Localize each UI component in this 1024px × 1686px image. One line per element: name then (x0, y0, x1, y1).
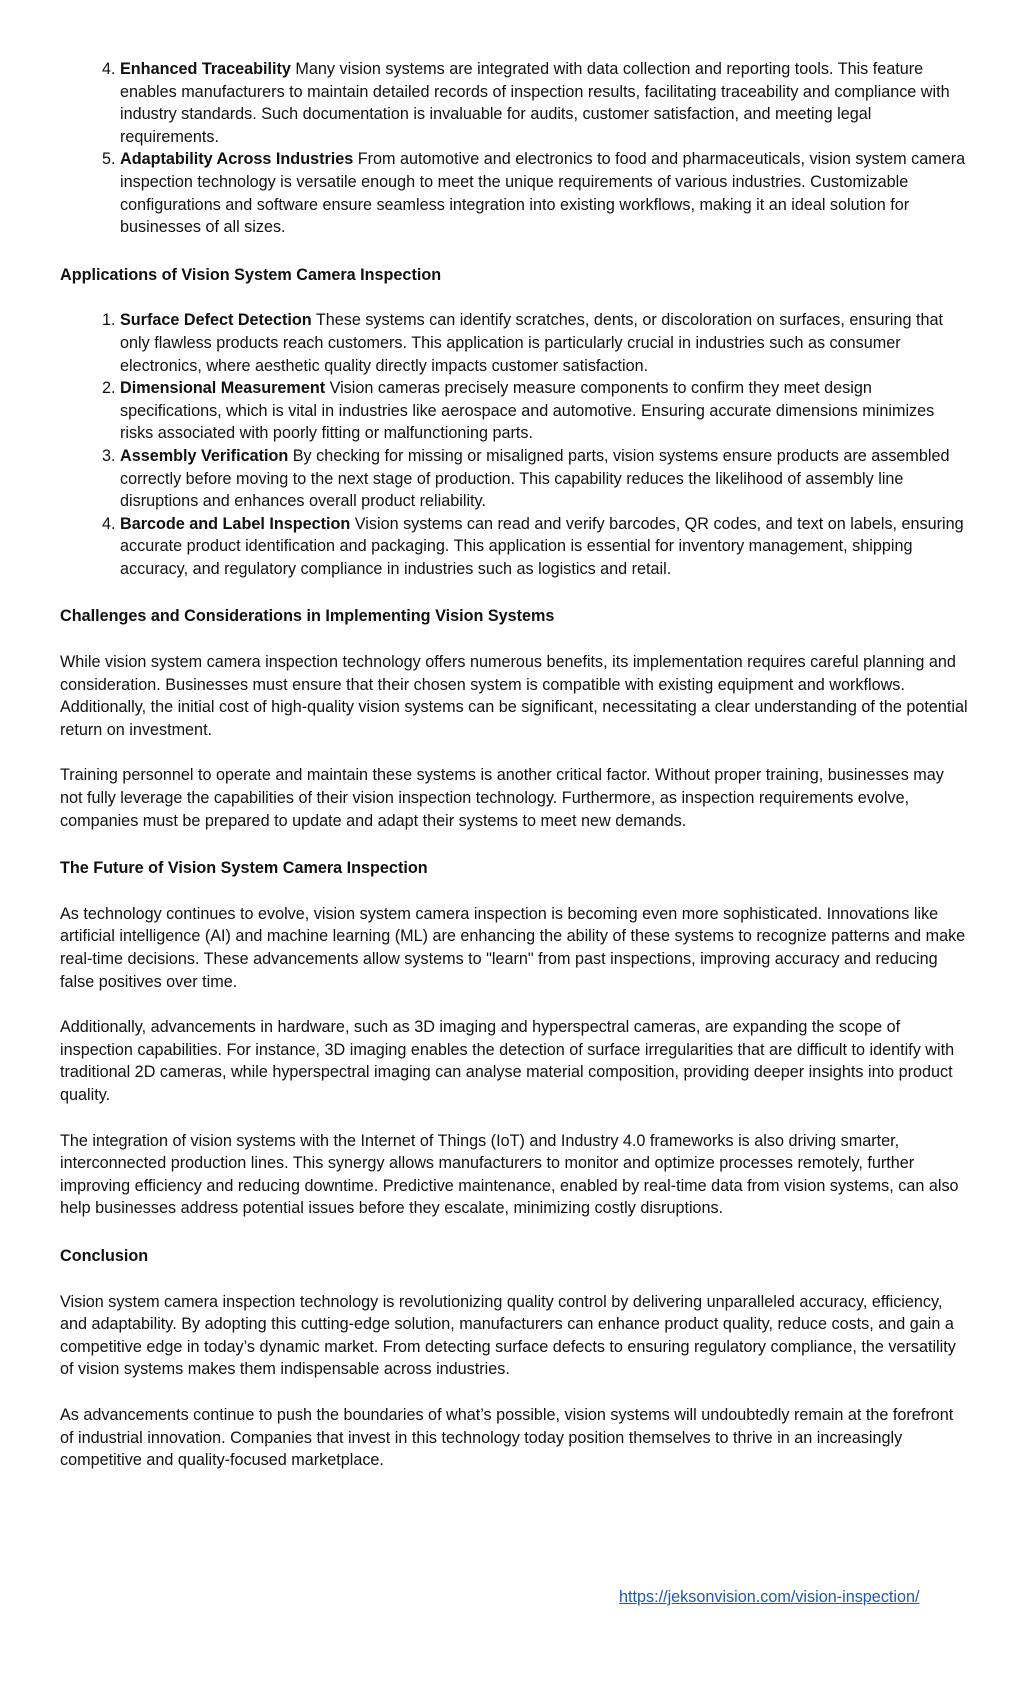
list-item (120, 58, 970, 148)
list-item-title: Adaptability Across Industries (120, 150, 354, 169)
source-link[interactable]: https://jeksonvision.com/vision-inspection/ (619, 1588, 920, 1606)
paragraph: As advancements continue to push the boundaries of what’s possible, vision systems will undoubtedly remain at the forefront of industrial innovation. Companies that invest in this technology today position themselves to thrive in an increasingly competitive and quality-focused marketplace. (60, 1405, 954, 1470)
applications-list (60, 309, 970, 580)
list-item-text: Vision cameras precisely measure components to confirm they meet design specifications, which is vital in industries like aerospace and automotive. Ensuring accurate dimensions minimizes risks associated with poorly fitting or malfunctioning parts. (120, 379, 935, 443)
paragraph: While vision system camera inspection technology offers numerous benefits, its implementation requires careful planning and consideration. Businesses must ensure that their chosen system is compatible with existing equipment and workflows. Additionally, the initial cost of high-quality vision systems can be significant, necessitating a clear understanding of the potential return on investment. (60, 653, 968, 739)
section-heading-applications: Applications of Vision System Camera Inspection (60, 265, 442, 284)
section-heading-conclusion: Conclusion (60, 1246, 149, 1265)
list-item-text: From automotive and electronics to food and pharmaceuticals, vision system camera inspection technology is versatile enough to meet the unique requirements of various industries. Customizable configurations and software ensure seamless integration into existing workflows, making it an ideal solution for businesses of all sizes. (120, 150, 966, 237)
list-item (120, 513, 970, 581)
list-item-text: Vision systems can read and verify barcodes, QR codes, and text on labels, ensuring accurate product identification and packaging. This application is essential for inventory management, shipping accuracy, and regulatory compliance in industries such as logistics and retail. (120, 514, 964, 578)
document-page (60, 58, 970, 1472)
list-item-title: Dimensional Measurement (120, 379, 326, 398)
list-item (120, 445, 970, 513)
section-heading-challenges: Challenges and Considerations in Implementing Vision Systems (60, 607, 555, 626)
list-item (120, 309, 970, 377)
list-item-text: Many vision systems are integrated with data collection and reporting tools. This feature enables manufacturers to maintain detailed records of inspection results, facilitating traceability and compliance with industry standards. Such documentation is invaluable for audits, customer satisfaction, and meeting legal requirements. (120, 60, 950, 146)
list-item-text: By checking for missing or misaligned parts, vision systems ensure products are assembled correctly before moving to the next stage of production. This capability reduces the likelihood of assembly line disruptions and enhances overall product reliability. (120, 446, 950, 511)
list-item-text: These systems can identify scratches, dents, or discoloration on surfaces, ensuring that only flawless products reach customers. This application is particularly crucial in industries such as consumer electronics, where aesthetic quality directly impacts customer satisfaction. (120, 311, 943, 375)
list-item (120, 377, 970, 445)
paragraph: The integration of vision systems with the Internet of Things (IoT) and Industry 4.0 frameworks is also driving smarter, interconnected production lines. This synergy allows manufacturers to monitor and optimize processes remotely, further improving efficiency and reducing downtime. Predictive maintenance, enabled by real-time data from vision systems, can also help businesses address potential issues before they escalate, minimizing costly disruptions. (60, 1131, 959, 1218)
list-item-title: Surface Defect Detection (120, 311, 312, 330)
section-heading-future: The Future of Vision System Camera Inspection (60, 859, 428, 878)
list-item-title: Barcode and Label Inspection (120, 514, 351, 533)
list-item-title: Assembly Verification (120, 446, 289, 465)
paragraph: As technology continues to evolve, vision system camera inspection is becoming even more sophisticated. Innovations like artificial intelligence (AI) and machine learning (ML) are enhancing the ability of these systems to recognize patterns and make real-time decisions. These advancements allow systems to "learn" from past inspections, improving accuracy and reducing false positives over time. (60, 904, 966, 991)
list-item (120, 148, 970, 238)
paragraph: Training personnel to operate and maintain these systems is another critical factor. Without proper training, businesses may not fully leverage the capabilities of their vision inspection technology. Furthermore, as inspection requirements evolve, companies must be prepared to update and adapt their systems to meet new demands. (60, 766, 944, 830)
benefits-list-continued (60, 58, 970, 239)
paragraph: Vision system camera inspection technology is revolutionizing quality control by delivering unparalleled accuracy, efficiency, and adaptability. By adopting this cutting-edge solution, manufacturers can enhance product quality, reduce costs, and gain a competitive edge in today’s dynamic market. From detecting surface defects to ensuring regulatory compliance, the versatility of vision systems makes them indispensable across industries. (60, 1292, 956, 1379)
list-item-title: Enhanced Traceability (120, 60, 291, 78)
paragraph: Additionally, advancements in hardware, such as 3D imaging and hyperspectral cameras, are expanding the scope of inspection capabilities. For instance, 3D imaging enables the detection of surface irregularities that are difficult to identify with traditional 2D cameras, while hyperspectral imaging can analyse material composition, providing deeper insights into product quality. (60, 1018, 955, 1104)
